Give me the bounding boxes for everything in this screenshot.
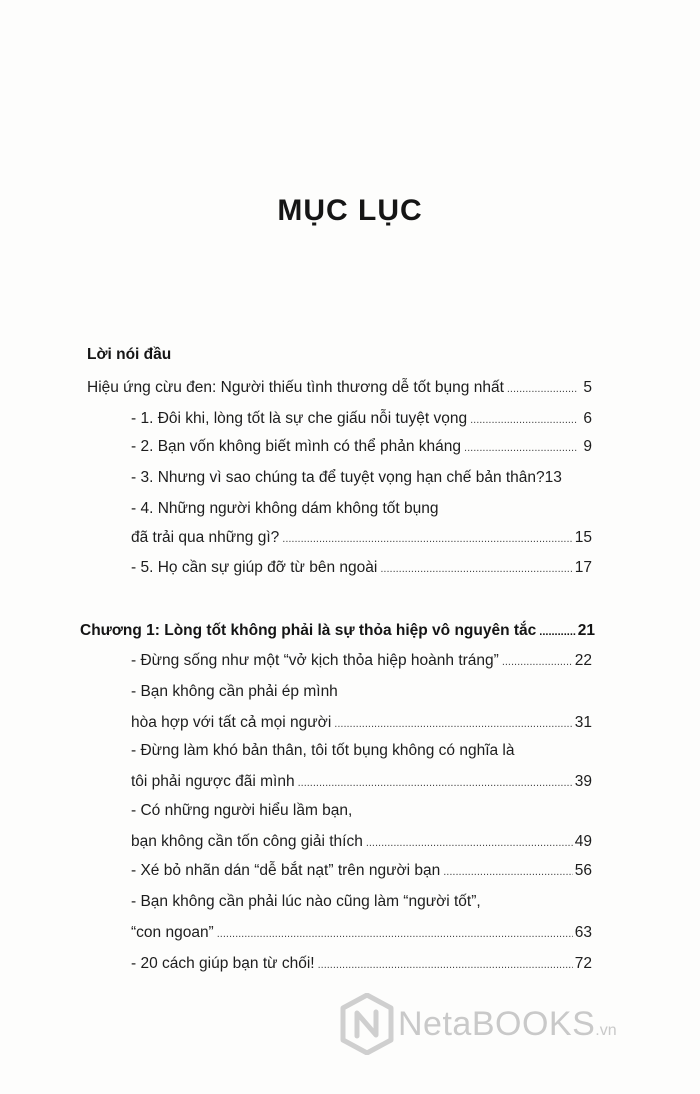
dot-leader (334, 718, 572, 730)
dot-leader (380, 563, 572, 575)
toc-entry-page: 9 (583, 438, 592, 455)
toc-entry-text: - 5. Họ cần sự giúp đỡ từ bên ngoài (131, 559, 378, 576)
toc-entry (131, 742, 592, 760)
toc-entry-text: Hiệu ứng cừu đen: Người thiếu tình thương dễ tốt bụng nhất (87, 379, 504, 396)
toc-entry-text: đã trải qua những gì? (131, 529, 280, 546)
dot-leader (470, 414, 578, 426)
toc-entry-text: “con ngoan” (131, 924, 214, 941)
toc-entry-page: 56 (574, 862, 592, 879)
watermark (340, 993, 680, 1073)
dot-leader (539, 626, 575, 638)
toc-entry-text: - Có những người hiểu lầm bạn, (131, 802, 353, 819)
section-heading-intro: Lời nói đầu (87, 346, 172, 363)
toc-entry-page: 72 (574, 955, 592, 972)
toc-entry (131, 529, 592, 547)
toc-entry (131, 955, 592, 973)
dot-leader (318, 959, 573, 971)
toc-entry-page: 5 (583, 379, 592, 396)
toc-entry-text: - 3. Nhưng vì sao chúng ta để tuyệt vọng hạn chế bản thân? (131, 469, 545, 486)
toc-entry (131, 802, 592, 820)
toc-entry-page: 6 (583, 410, 592, 427)
toc-entry-page: 15 (574, 529, 592, 546)
dot-leader (464, 442, 578, 454)
toc-entry (131, 924, 592, 942)
netabooks-logo-icon (340, 993, 394, 1055)
toc-entry-text: hòa hợp với tất cả mọi người (131, 714, 332, 731)
toc-entry (131, 438, 592, 456)
toc-entry (131, 862, 592, 880)
chapter-heading (80, 622, 595, 640)
toc-entry-text: tôi phải ngược đãi mình (131, 773, 295, 790)
toc-entry-page: 39 (574, 773, 592, 790)
toc-entry-text: - Bạn không cần phải ép mình (131, 683, 338, 700)
toc-entry (131, 714, 592, 732)
toc-entry-text: - 1. Đôi khi, lòng tốt là sự che giấu nỗi tuyệt vọng (131, 410, 468, 427)
toc-entry-text: - 2. Bạn vốn không biết mình có thể phản kháng (131, 438, 462, 455)
dot-leader (507, 383, 578, 395)
toc-entry-text: - Bạn không cần phải lúc nào cũng làm “người tốt”, (131, 893, 481, 910)
toc-entry-page: 31 (574, 714, 592, 731)
toc-entry-text: - Đừng làm khó bản thân, tôi tốt bụng không có nghĩa là (131, 742, 515, 759)
toc-entry-text: - Đừng sống như một “vở kịch thỏa hiệp hoành tráng” (131, 652, 499, 669)
toc-entry-text: bạn không cần tốn công giải thích (131, 833, 363, 850)
toc-entry (131, 773, 592, 791)
toc-entry-page: 22 (574, 652, 592, 669)
toc-entry-page: 17 (574, 559, 592, 576)
watermark-brand-text: NetaBOOKS (398, 1005, 596, 1043)
toc-entry (131, 559, 592, 577)
watermark-brand (398, 1005, 617, 1044)
chapter-page: 21 (577, 622, 595, 639)
toc-entry-page: 49 (574, 833, 592, 850)
toc-entry-page: 13 (544, 469, 562, 486)
toc-entry (131, 833, 592, 851)
dot-leader (443, 866, 573, 878)
toc-entry (87, 379, 592, 397)
dot-leader (282, 533, 572, 545)
dot-leader (366, 837, 573, 849)
toc-entry-text: - Xé bỏ nhãn dán “dễ bắt nạt” trên người bạn (131, 862, 441, 879)
toc-entry (131, 683, 592, 701)
toc-entry-page: 63 (574, 924, 592, 941)
toc-entry-text: - 4. Những người không dám không tốt bụng (131, 500, 439, 517)
dot-leader (217, 928, 573, 940)
dot-leader (502, 656, 573, 668)
page-title: MỤC LỤC (277, 194, 423, 227)
watermark-suffix: .vn (595, 1022, 617, 1039)
toc-entry-text: - 20 cách giúp bạn từ chối! (131, 955, 315, 972)
toc-entry (131, 893, 592, 911)
toc-entry (131, 500, 592, 518)
toc-entry (131, 652, 592, 670)
toc-entry (131, 410, 592, 428)
dot-leader (298, 777, 573, 789)
toc-entry (131, 469, 592, 487)
chapter-heading-text: Chương 1: Lòng tốt không phải là sự thỏa hiệp vô nguyên tắc (80, 622, 537, 639)
